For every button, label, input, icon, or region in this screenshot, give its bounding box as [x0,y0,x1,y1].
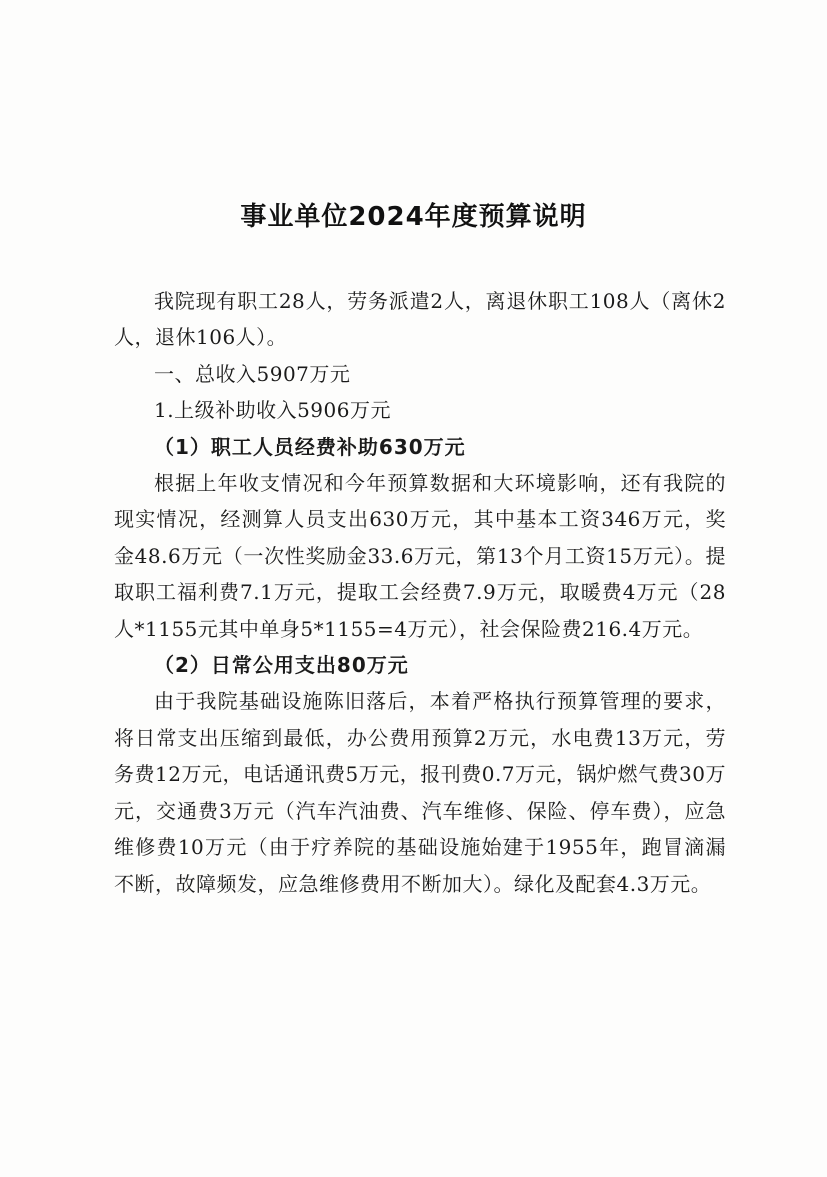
document-title: 事业单位2024年度预算说明 [240,202,587,232]
personnel-expense-heading: （1）职工人员经费补助630万元 [154,434,466,459]
superior-subsidy-heading: 1.上级补助收入5906万元 [154,398,391,423]
public-expense-paragraph: 由于我院基础设施陈旧落后，本着严格执行预算管理的要求，将日常支出压缩到最低，办公费用预算2万元，水电费13万元，劳务费12万元，电话通讯费5万元，报刊费0.7万元，锅炉燃气费30万元，交通费3万元（汽车汽油费、汽车维修、保险、停车费），应急维修费10万元（由于疗养院的基础设施始建于1955年，跑冒滴漏不断，故障频发，应急维修费用不断加大）。绿化及配套4.3万元。 [114,689,726,896]
total-income-heading: 一、总收入5907万元 [154,361,351,386]
document-body [114,283,726,902]
personnel-expense-paragraph: 根据上年收支情况和今年预算数据和大环境影响，还有我院的现实情况，经测算人员支出630万元，其中基本工资346万元，奖金48.6万元（一次性奖励金33.6万元，第13个月工资15万元）。提取职工福利费7.1万元，提取工会经费7.9万元，取暖费4万元（28人*1155元其中单身5*1155=4万元），社会保险费216.4万元。 [114,471,726,641]
public-expense-heading: （2）日常公用支出80万元 [154,653,409,678]
staff-summary-paragraph: 我院现有职工28人，劳务派遣2人，离退休职工108人（离休2人，退休106人）。 [114,289,726,350]
